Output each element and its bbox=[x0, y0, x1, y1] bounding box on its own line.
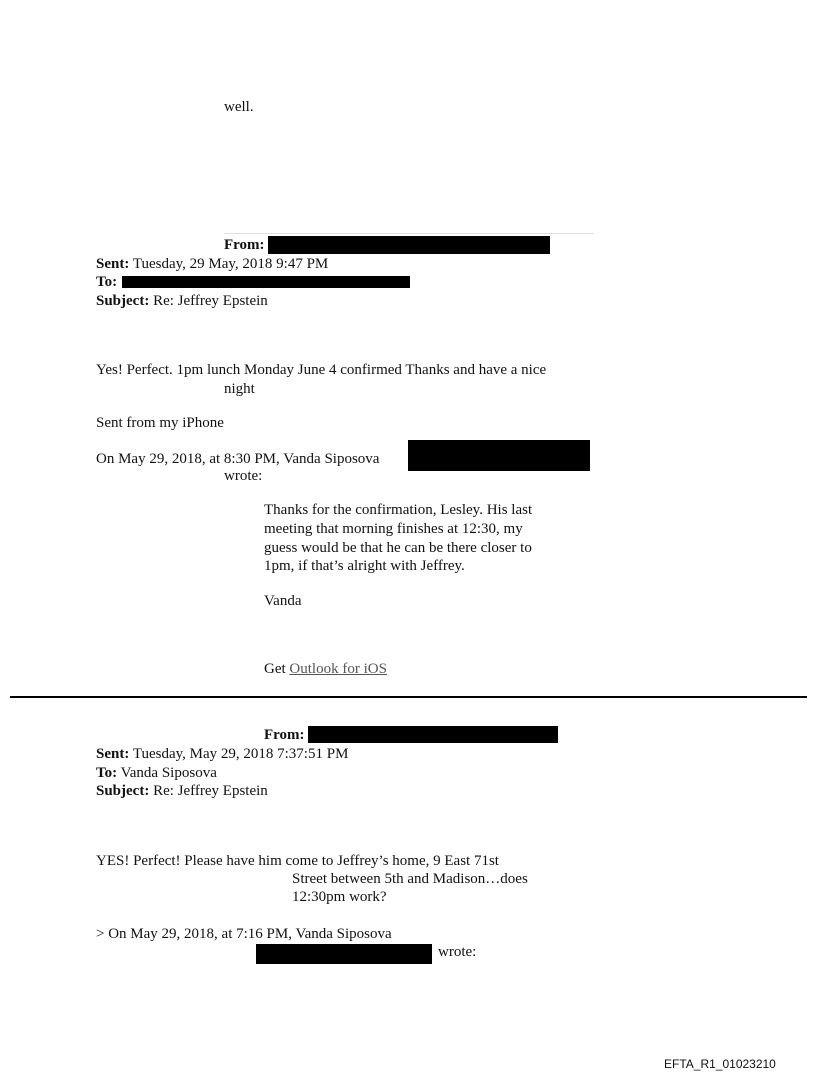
quote-header: > On May 29, 2018, at 7:16 PM, Vanda Siposova bbox=[96, 926, 392, 942]
message-body-line: 12:30pm work? bbox=[292, 889, 387, 905]
get-outlook-line bbox=[264, 660, 387, 678]
quoted-line: guess would be that he can be there closer to bbox=[264, 540, 532, 556]
outlook-ios-link[interactable]: Outlook for iOS bbox=[289, 661, 387, 677]
document-id: EFTA_R1_01023210 bbox=[664, 1057, 776, 1071]
signature: Sent from my iPhone bbox=[96, 415, 224, 431]
sent-label: Sent: bbox=[96, 256, 130, 272]
sent-label: Sent: bbox=[96, 746, 130, 762]
from-label: From: bbox=[224, 237, 265, 253]
separator-line bbox=[224, 233, 594, 234]
quote-header-wrote: wrote: bbox=[438, 944, 477, 960]
message-body-line: Yes! Perfect. 1pm lunch Monday June 4 confirmed Thanks and have a nice bbox=[96, 362, 547, 378]
to-value: Vanda Siposova bbox=[120, 765, 217, 781]
sent-value: Tuesday, 29 May, 2018 9:47 PM bbox=[132, 256, 329, 272]
quoted-line: 1pm, if that’s alright with Jeffrey. bbox=[264, 558, 465, 574]
quoted-line: Thanks for the confirmation, Lesley. His last bbox=[264, 502, 533, 518]
quoted-signature: Vanda bbox=[264, 593, 302, 609]
continued-text: well. bbox=[224, 99, 254, 115]
subject-label: Subject: bbox=[96, 293, 150, 309]
sent-line bbox=[96, 255, 328, 273]
quote-header-wrote: wrote: bbox=[224, 468, 263, 484]
to-label: To: bbox=[96, 274, 118, 290]
from-label: From: bbox=[264, 727, 305, 743]
redaction-block bbox=[268, 236, 550, 254]
sent-value: Tuesday, May 29, 2018 7:37:51 PM bbox=[132, 746, 349, 762]
horizontal-rule bbox=[10, 696, 807, 698]
redaction-block bbox=[122, 276, 410, 288]
quoted-line: meeting that morning finishes at 12:30, my bbox=[264, 521, 523, 537]
message-body-line: Street between 5th and Madison…does bbox=[292, 871, 528, 887]
redaction-block bbox=[408, 440, 590, 471]
to-line bbox=[96, 764, 217, 782]
to-label: To: bbox=[96, 765, 118, 781]
quote-header: On May 29, 2018, at 8:30 PM, Vanda Siposova bbox=[96, 451, 380, 467]
redaction-block bbox=[308, 726, 558, 743]
message-body-line: YES! Perfect! Please have him come to Jeffrey’s home, 9 East 71st bbox=[96, 853, 499, 869]
subject-line bbox=[96, 782, 268, 800]
subject-line bbox=[96, 292, 268, 310]
subject-value: Re: Jeffrey Epstein bbox=[153, 783, 268, 799]
get-prefix: Get bbox=[264, 661, 290, 677]
subject-label: Subject: bbox=[96, 783, 150, 799]
message-body-line: night bbox=[224, 381, 255, 397]
subject-value: Re: Jeffrey Epstein bbox=[153, 293, 268, 309]
redaction-block bbox=[256, 944, 432, 964]
sent-line bbox=[96, 745, 348, 763]
